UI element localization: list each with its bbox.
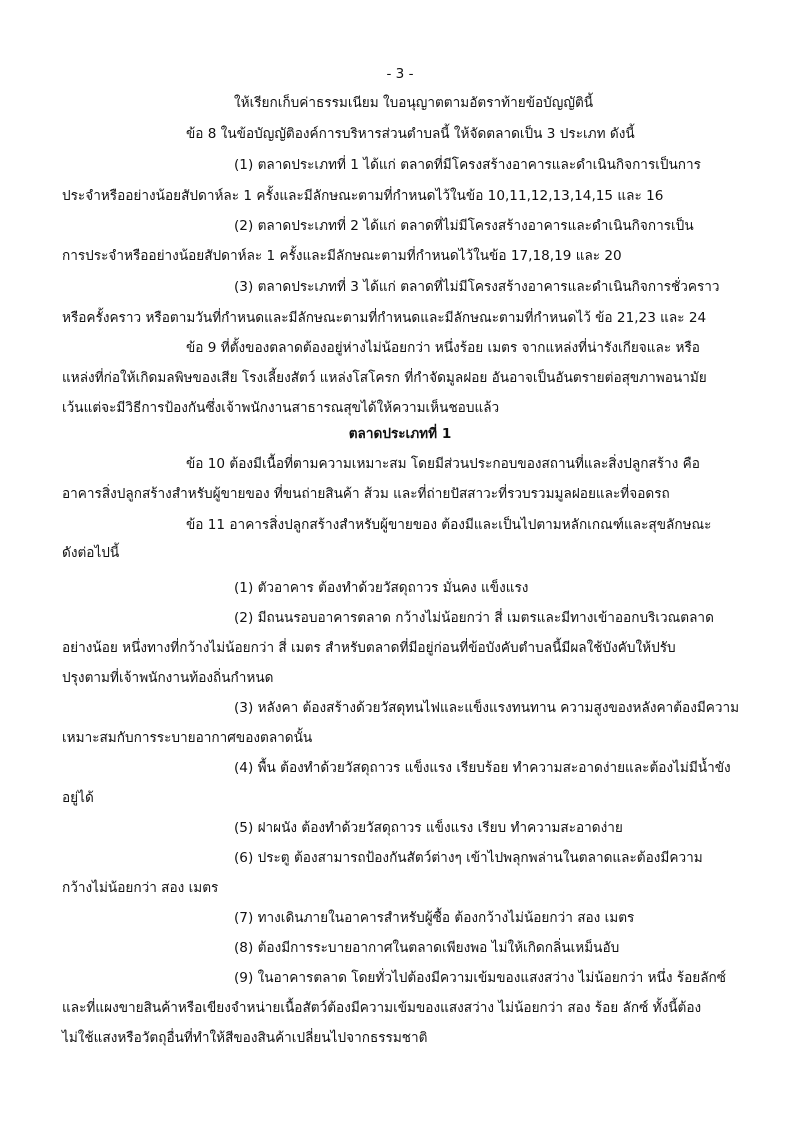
article-8-heading: ข้อ 8 ในข้อบัญญัติองค์การบริหารส่วนตำบลนี้ ให้จัดตลาดเป็น 3 ประเภท ดังนี้ [186,126,635,142]
article-8-item-3-cont: หรือครั้งคราว หรือตามวันที่กำหนดและมีลักษณะตามที่กำหนดและมีลักษณะตามที่กำหนดไว้ ข้อ 21,23 และ 24 [62,310,707,326]
article-9-line-1: ข้อ 9 ที่ตั้งของตลาดต้องอยู่ห่างไม่น้อยกว่า หนึ่งร้อย เมตร จากแหล่งที่น่ารังเกียจและ หรือ [186,340,700,356]
page-number: - 3 - [386,66,414,82]
article-11-item-8: (8) ต้องมีการระบายอากาศในตลาดเพียงพอ ไม่ให้เกิดกลิ่นเหม็นอับ [234,940,620,956]
article-11-item-3: (3) หลังคา ต้องสร้างด้วยวัสดุทนไฟและแข็งแรงทนทาน ความสูงของหลังคาต้องมีความ [234,700,740,716]
article-10-line-2: อาคารสิ่งปลูกสร้างสำหรับผู้ขายของ ที่ขนถ่ายสินค้า ส้วม และที่ถ่ายปัสสาวะที่รวบรวมมูลฝอยและที่จอดรถ [62,486,670,502]
article-11-item-7: (7) ทางเดินภายในอาคารสำหรับผู้ซื้อ ต้องกว้างไม่น้อยกว่า สอง เมตร [234,910,635,926]
article-8-item-2-cont: การประจำหรืออย่างน้อยสัปดาห์ละ 1 ครั้งและมีลักษณะตามที่กำหนดไว้ในข้อ 17,18,19 และ 20 [62,248,622,264]
article-11-item-2-cont-2: ปรุงตามที่เจ้าพนักงานท้องถิ่นกำหนด [62,670,274,686]
article-8-item-3: (3) ตลาดประเภทที่ 3 ได้แก่ ตลาดที่ไม่มีโครงสร้างอาคารและดำเนินกิจการชั่วคราว [234,279,720,295]
article-11-line-2: ดังต่อไปนี้ [62,545,120,561]
article-11-item-1: (1) ตัวอาคาร ต้องทำด้วยวัสดุถาวร มั่นคง แข็งแรง [234,580,529,596]
article-11-item-9-cont-2: ไม่ใช้แสงหรือวัตถุอื่นที่ทำให้สีของสินค้าเปลี่ยนไปจากธรรมชาติ [62,1030,428,1046]
section-heading-market-type-1: ตลาดประเภทที่ 1 [348,426,452,442]
article-11-item-9-cont-1: และที่แผงขายสินค้าหรือเขียงจำหน่ายเนื้อสัตว์ต้องมีความเข้มของแสงสว่าง ไม่น้อยกว่า สอง ร้อย ลักซ์ ทั้งนี้ต้อง [62,1000,702,1016]
article-11-item-2-cont-1: อย่างน้อย หนึ่งทางที่กว้างไม่น้อยกว่า สี่ เมตร สำหรับตลาดที่มีอยู่ก่อนที่ข้อบังคับตำบลนี้มีผลใช้บังคับให้ปรับ [62,640,676,656]
article-11-item-4: (4) พื้น ต้องทำด้วยวัสดุถาวร แข็งแรง เรียบร้อย ทำความสะอาดง่ายและต้องไม่มีน้ำขัง [234,760,731,776]
article-11-line-1: ข้อ 11 อาคารสิ่งปลูกสร้างสำหรับผู้ขายของ ต้องมีและเป็นไปตามหลักเกณฑ์และสุขลักษณะ [186,517,712,533]
article-8-item-1-cont: ประจำหรืออย่างน้อยสัปดาห์ละ 1 ครั้งและมีลักษณะตามที่กำหนดไว้ในข้อ 10,11,12,13,14,15 และ 16 [62,188,664,204]
article-11-item-3-cont: เหมาะสมกับการระบายอากาศของตลาดนั้น [62,730,313,746]
article-11-item-9: (9) ในอาคารตลาด โดยทั่วไปต้องมีความเข้มของแสงสว่าง ไม่น้อยกว่า หนึ่ง ร้อยลักซ์ [234,970,727,986]
article-10-line-1: ข้อ 10 ต้องมีเนื้อที่ตามความเหมาะสม โดยมีส่วนประกอบของสถานที่และสิ่งปลูกสร้าง คือ [186,456,700,472]
article-11-item-6-cont: กว้างไม่น้อยกว่า สอง เมตร [62,880,219,896]
article-9-line-2: แหล่งที่ก่อให้เกิดมลพิษของเสีย โรงเลี้ยงสัตว์ แหล่งโสโครก ที่กำจัดมูลฝอย อันอาจเป็นอันตรายต่อสุขภาพอนามัย [62,370,707,386]
article-11-item-5: (5) ฝาผนัง ต้องทำด้วยวัสดุถาวร แข็งแรง เรียบ ทำความสะอาดง่าย [234,820,623,836]
fee-clause-line: ให้เรียกเก็บค่าธรรมเนียม ใบอนุญาตตามอัตราท้ายข้อบัญญัตินี้ [234,95,594,111]
article-9-line-3: เว้นแต่จะมีวิธีการป้องกันซึ่งเจ้าพนักงานสาธารณสุขได้ให้ความเห็นชอบแล้ว [62,400,500,416]
article-8-item-1: (1) ตลาดประเภทที่ 1 ได้แก่ ตลาดที่มีโครงสร้างอาคารและดำเนินกิจการเป็นการ [234,157,701,173]
article-8-item-2: (2) ตลาดประเภทที่ 2 ได้แก่ ตลาดที่ไม่มีโครงสร้างอาคารและดำเนินกิจการเป็น [234,218,694,234]
article-11-item-2: (2) มีถนนรอบอาคารตลาด กว้างไม่น้อยกว่า สี่ เมตรและมีทางเข้าออกบริเวณตลาด [234,610,714,626]
article-11-item-6: (6) ประตู ต้องสามารถป้องกันสัตว์ต่างๆ เข้าไปพลุกพล่านในตลาดและต้องมีความ [234,850,703,866]
article-11-item-4-cont: อยู่ได้ [62,790,94,806]
